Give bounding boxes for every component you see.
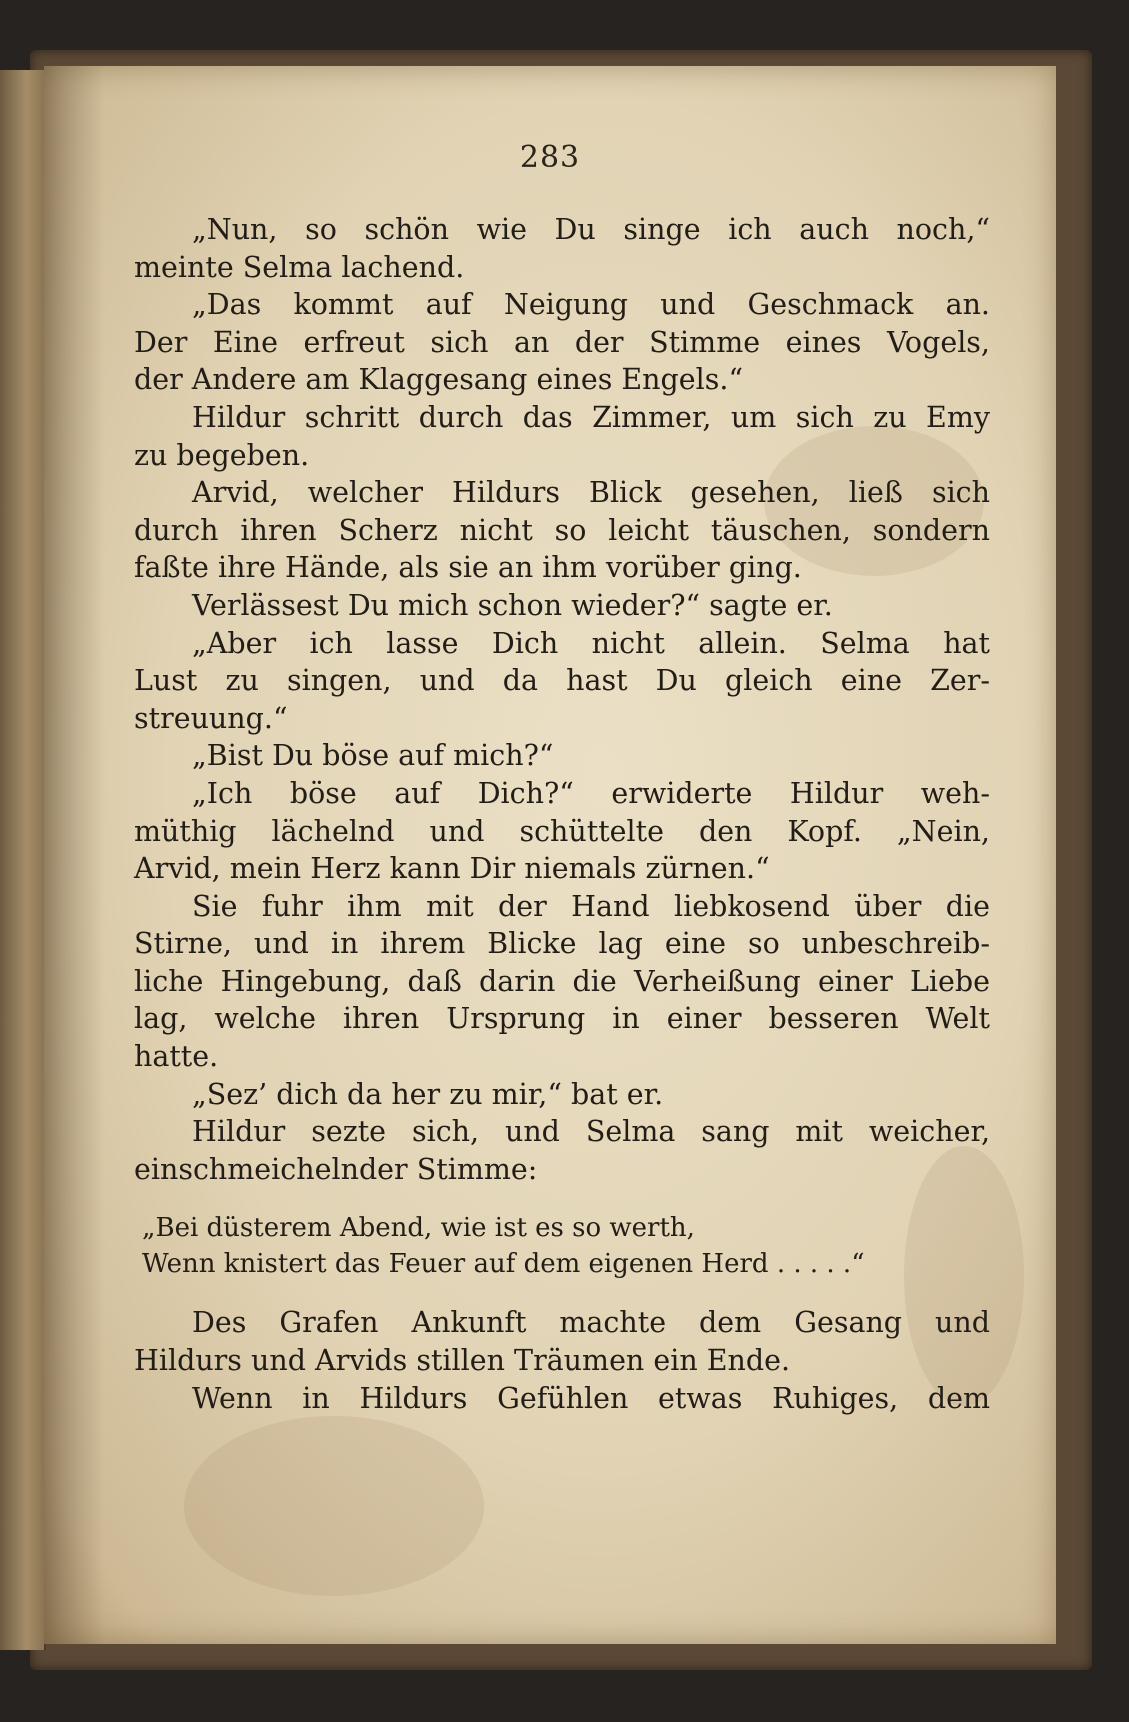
text-line: Verlässest Du mich schon wieder?“ sagte er. [192,588,833,622]
verse-line: Wenn knistert das Feuer auf dem eigenen Herd . . . . .“ [142,1249,865,1280]
text-line: „Bist Du böse auf mich?“ [192,739,554,773]
text-line: der Andere am Klaggesang eines Engels.“ [134,363,744,397]
text-line: hatte. [134,1040,219,1074]
song-verse [134,1210,990,1282]
left-page-edge [0,70,46,1650]
text-line: einschmeichelnder Stimme: [134,1152,538,1186]
text-line: Der Eine erfreut sich an der Stimme eines Vogels, [134,325,990,359]
text-line: müthig lächelnd und schüttelte den Kopf. „Nein, [134,814,990,848]
text-line: „Ich böse auf Dich?“ erwiderte Hildur weh- [192,776,990,810]
text-line: „Aber ich lasse Dich nicht allein. Selma hat [192,626,990,660]
text-line: Stirne, und in ihrem Blicke lag eine so unbeschreib- [134,927,990,961]
text-line: Hildur schritt durch das Zimmer, um sich zu Emy [192,400,990,434]
verse-line: „Bei düsterem Abend, wie ist es so werth, [142,1213,695,1244]
text-line: „Sez’ dich da her zu mir,“ bat er. [192,1077,664,1111]
closing-paragraph-lines [134,1304,990,1417]
body-text [134,211,990,1417]
text-line: „Nun, so schön wie Du singe ich auch noch,“ [192,213,990,246]
text-line: lag, welche ihren Ursprung in einer besseren Welt [134,1002,990,1036]
book-page [44,66,1056,1644]
text-line: durch ihren Scherz nicht so leicht täuschen, sondern [134,513,990,547]
gutter-shadow [44,66,104,1644]
text-line: Des Grafen Ankunft machte dem Gesang und [192,1306,990,1340]
text-line: Arvid, mein Herz kann Dir niemals zürnen.“ [134,852,770,886]
text-line: Wenn in Hildurs Gefühlen etwas Ruhiges, dem [192,1381,990,1415]
text-line: Hildurs und Arvids stillen Träumen ein Ende. [134,1344,791,1378]
text-line: meinte Selma lachend. [134,250,465,284]
text-line: Lust zu singen, und da hast Du gleich eine Zer- [134,664,990,698]
text-line: Arvid, welcher Hildurs Blick gesehen, ließ sich [192,476,990,510]
page-number: 283 [519,140,581,175]
text-line: faßte ihre Hände, als sie an ihm vorüber ging. [134,551,802,585]
text-line: „Das kommt auf Neigung und Geschmack an. [192,288,990,322]
text-line: Hildur sezte sich, und Selma sang mit weicher, [192,1115,990,1149]
text-line: liche Hingebung, daß darin die Verheißung einer Liebe [134,964,990,998]
text-line: Sie fuhr ihm mit der Hand liebkosend über die [192,889,990,923]
text-line: zu begeben. [134,438,310,472]
paragraph-lines [134,211,990,1188]
paper-stain [184,1416,484,1596]
text-line: streuung.“ [134,701,288,735]
